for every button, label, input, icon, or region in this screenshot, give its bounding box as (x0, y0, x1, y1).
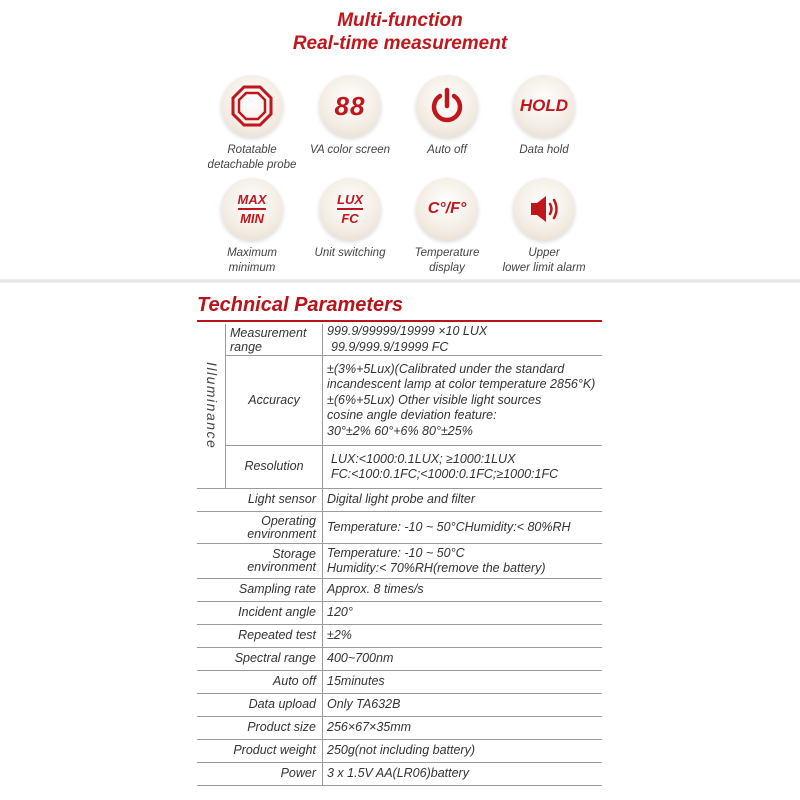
icon-text: 88 (334, 90, 366, 121)
param-label: environment (247, 560, 316, 574)
header-title-line1: Multi-function (337, 10, 463, 31)
table-row (197, 356, 602, 446)
table-row (197, 671, 602, 694)
table-row (197, 763, 602, 786)
accuracy-value (323, 356, 603, 446)
label-text: Accuracy (248, 392, 300, 407)
label-text: Resolution (244, 459, 304, 474)
param-label: Product size (247, 720, 316, 735)
param-label: Power (280, 766, 316, 781)
group-label-text: Illuminance (203, 362, 220, 450)
value-line: FC:<100:0.1FC;<1000:0.1FC;≥1000:1FC (331, 467, 559, 481)
header-title-line2: Real-time measurement (292, 33, 508, 54)
technical-parameters-table (197, 324, 602, 786)
param-label: Product weight (233, 743, 316, 758)
octagon-probe-icon (221, 75, 283, 137)
param-value: Only TA632B (327, 697, 401, 712)
param-label: Data upload (248, 697, 316, 712)
value-line: ±(3%+5Lux)(Calibrated under the standard (327, 361, 565, 376)
table-row (197, 717, 602, 740)
value-line: incandescent lamp at color temperature 2856°K) (327, 377, 596, 392)
section-divider (0, 279, 800, 283)
table-row (197, 544, 602, 579)
icon-text: FC (341, 211, 359, 226)
param-label: Spectral range (234, 651, 316, 666)
lux-fc-icon (319, 178, 381, 240)
param-label: Light sensor (247, 492, 316, 507)
feature-label: VA color screen (309, 144, 391, 156)
icon-text: HOLD (519, 96, 569, 115)
feature-label: lower limit alarm (502, 262, 586, 274)
feature-label: display (429, 262, 465, 274)
label-text: Measurement range (230, 325, 307, 354)
hold-icon (513, 75, 575, 137)
feature-label: Upper (528, 247, 560, 259)
param-value: 3 x 1.5V AA(LR06)battery (327, 766, 469, 781)
feature-label: detachable probe (207, 159, 297, 171)
param-value: ±2% (327, 628, 352, 643)
table-row (197, 324, 602, 356)
segment-display-icon (319, 75, 381, 137)
feature-limit-alarm (484, 178, 604, 276)
param-label: Auto off (272, 674, 316, 689)
temperature-icon (416, 178, 478, 240)
table-row (197, 740, 602, 763)
table-row (197, 625, 602, 648)
feature-label: Rotatable (227, 144, 277, 156)
value-line: 30°±2% 60°+6% 80°±25% (327, 423, 473, 438)
value-line: LUX:<1000:0.1LUX; ≥1000:1LUX (331, 451, 516, 466)
icon-text: LUX (337, 192, 363, 210)
title-underline (197, 320, 602, 322)
table-row (197, 446, 602, 489)
value-line: 999.9/99999/19999 ×10 LUX (327, 324, 488, 338)
feature-label: minimum (228, 262, 276, 274)
table-row (197, 489, 602, 512)
max-min-icon (221, 178, 283, 240)
table-row (197, 648, 602, 671)
feature-label: Maximum (227, 247, 277, 259)
table-row (197, 694, 602, 717)
measurement-range-label (226, 324, 323, 356)
illuminance-group-label (197, 324, 226, 489)
power-icon (416, 75, 478, 137)
value-line: 99.9/999.9/19999 FC (331, 339, 449, 354)
feature-data-hold (484, 75, 604, 158)
icon-text: C°/F° (427, 200, 467, 217)
param-label: Operating (261, 513, 316, 528)
technical-parameters-title: Technical Parameters (197, 294, 404, 316)
accuracy-label (226, 356, 323, 446)
icon-text: MAX (238, 192, 267, 210)
feature-label: Unit switching (314, 247, 386, 259)
feature-label: Temperature (414, 247, 480, 259)
feature-label: Auto off (427, 144, 467, 156)
resolution-label (226, 446, 323, 489)
param-label: Storage (272, 547, 316, 561)
param-value: 120° (327, 605, 353, 620)
param-value: 256×67×35mm (327, 720, 412, 735)
value-line: cosine angle deviation feature: (327, 408, 497, 423)
param-value: 15minutes (327, 674, 385, 689)
param-value: Humidity:< 70%RH(remove the battery) (327, 561, 546, 575)
value-line: ±(6%+5Lux) Other visible light sources (327, 392, 542, 407)
param-value: Temperature: -10 ~ 50°CHumidity:< 80%RH (327, 519, 571, 534)
param-value: Digital light probe and filter (327, 492, 475, 507)
icon-text: MIN (240, 211, 264, 226)
param-value: 250g(not including battery) (327, 743, 476, 758)
resolution-value (323, 446, 603, 489)
param-label: environment (247, 526, 316, 541)
param-value: Approx. 8 times/s (327, 582, 424, 597)
table-row (197, 579, 602, 602)
param-value: Temperature: -10 ~ 50°C (327, 545, 465, 560)
speaker-icon (513, 178, 575, 240)
param-label: Sampling rate (238, 582, 316, 597)
feature-label: Data hold (519, 144, 569, 156)
measurement-range-value (323, 324, 603, 356)
param-label: Incident angle (238, 605, 316, 620)
param-label: Repeated test (238, 628, 316, 643)
table-row (197, 512, 602, 544)
param-value: 400~700nm (327, 651, 394, 666)
table-row (197, 602, 602, 625)
